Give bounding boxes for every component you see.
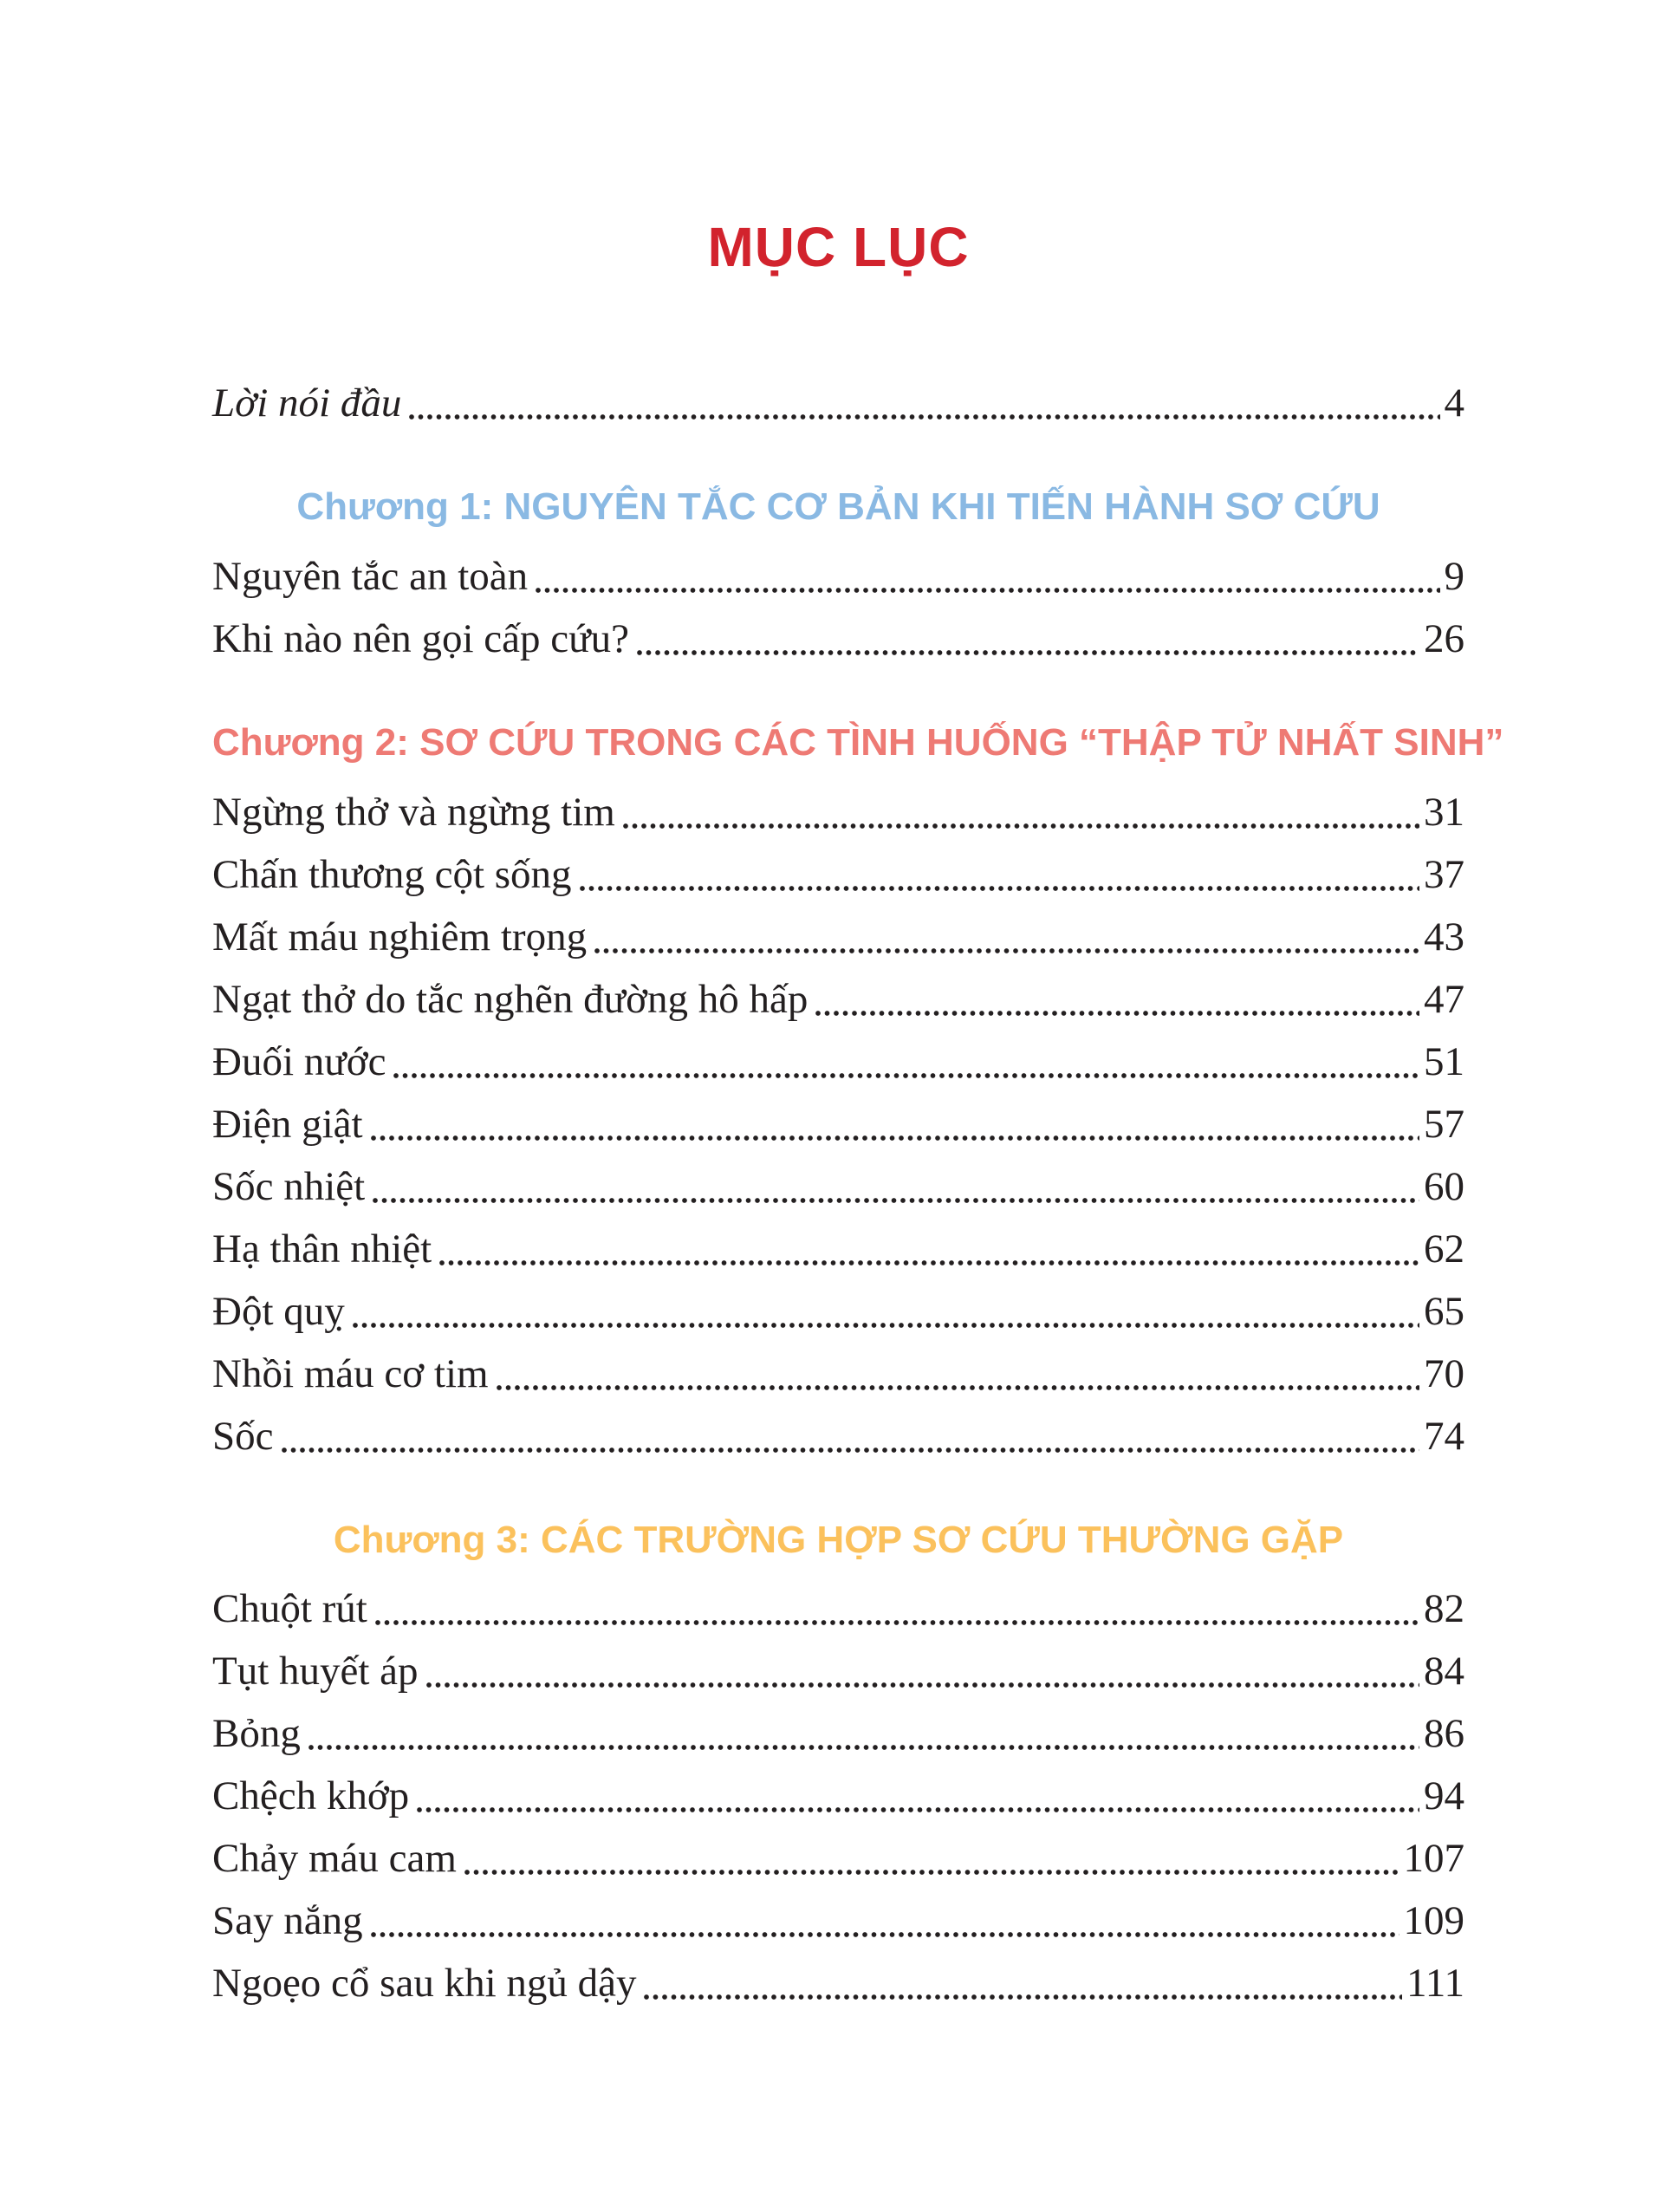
toc-entry-page: 94 bbox=[1424, 1773, 1464, 1819]
page-title: MỤC LỤC bbox=[707, 216, 970, 278]
toc-entry-page: 62 bbox=[1424, 1226, 1464, 1272]
toc-entry bbox=[212, 851, 1464, 897]
dot-leader bbox=[374, 1619, 1419, 1626]
dot-leader bbox=[643, 1994, 1402, 2001]
toc-page bbox=[0, 215, 1669, 2212]
dot-leader bbox=[622, 823, 1419, 830]
toc-entry-preface bbox=[212, 383, 1464, 424]
toc-entry-label: Chấn thương cột sống bbox=[212, 851, 572, 897]
dot-leader bbox=[579, 885, 1419, 892]
toc-list bbox=[212, 381, 1504, 2007]
dot-leader bbox=[352, 1322, 1419, 1329]
toc-entry bbox=[212, 1773, 1464, 1819]
toc-entry-page: 65 bbox=[1424, 1288, 1464, 1334]
toc-entry-label: Tụt huyết áp bbox=[212, 1649, 419, 1695]
toc-entry-label: Đuối nước bbox=[212, 1038, 386, 1084]
toc-entry-label: Say nắng bbox=[212, 1898, 363, 1944]
toc-entry-page: 84 bbox=[1424, 1649, 1464, 1695]
toc-entry-page: 60 bbox=[1424, 1163, 1464, 1209]
dot-leader bbox=[594, 947, 1419, 954]
dot-leader bbox=[408, 413, 1439, 420]
dot-leader bbox=[815, 1010, 1419, 1017]
dot-leader bbox=[370, 1135, 1419, 1142]
chapter-3-heading: Chương 3: CÁC TRƯỜNG HỢP SƠ CỨU THƯỜNG GẶP bbox=[333, 1518, 1344, 1561]
toc-entry-page: 43 bbox=[1424, 914, 1464, 960]
toc-entry-label: Hạ thân nhiệt bbox=[212, 1226, 432, 1272]
dot-leader bbox=[308, 1744, 1419, 1751]
dot-leader bbox=[393, 1072, 1419, 1079]
dot-leader bbox=[438, 1259, 1419, 1266]
toc-entry-page: 31 bbox=[1424, 789, 1464, 835]
toc-entry-page: 57 bbox=[1424, 1101, 1464, 1147]
toc-entry-label: Khi nào nên gọi cấp cứu? bbox=[212, 615, 629, 661]
dot-leader bbox=[370, 1931, 1399, 1938]
dot-leader bbox=[496, 1384, 1419, 1391]
toc-entry bbox=[212, 1038, 1464, 1084]
toc-entry bbox=[212, 1413, 1464, 1459]
toc-entry-label: Ngoẹo cổ sau khi ngủ dậy bbox=[212, 1961, 637, 2007]
toc-entry-label: Nguyên tắc an toàn bbox=[212, 553, 529, 599]
toc-entry-page: 26 bbox=[1424, 615, 1464, 661]
toc-entry-page: 86 bbox=[1424, 1711, 1464, 1757]
toc-entry-label: Mất máu nghiêm trọng bbox=[212, 914, 588, 960]
toc-entry bbox=[212, 1649, 1464, 1695]
toc-entry-label: Sốc nhiệt bbox=[212, 1163, 366, 1209]
toc-entry-page: 51 bbox=[1424, 1038, 1464, 1084]
dot-leader bbox=[636, 649, 1419, 656]
dot-leader bbox=[281, 1447, 1420, 1454]
chapter-2-heading: Chương 2: SƠ CỨU TRONG CÁC TÌNH HUỐNG “THẬP TỬ NHẤT SINH” bbox=[212, 720, 1504, 764]
toc-entry bbox=[212, 615, 1464, 661]
toc-entry bbox=[212, 1961, 1464, 2007]
toc-entry-label: Chuột rút bbox=[212, 1586, 367, 1632]
toc-entry-page: 109 bbox=[1403, 1898, 1464, 1944]
toc-entry-label: Chảy máu cam bbox=[212, 1836, 457, 1882]
toc-entry bbox=[212, 1898, 1464, 1944]
dot-leader bbox=[372, 1197, 1419, 1204]
toc-entry-label: Ngừng thở và ngừng tim bbox=[212, 789, 615, 835]
dot-leader bbox=[464, 1869, 1399, 1876]
toc-entry-page: 37 bbox=[1424, 851, 1464, 897]
toc-entry-label: Lời nói đầu bbox=[212, 381, 402, 426]
toc-entry-label: Điện giật bbox=[212, 1101, 363, 1147]
dot-leader bbox=[416, 1806, 1419, 1813]
toc-entry-page: 111 bbox=[1406, 1961, 1464, 2007]
toc-entry-label: Nhồi máu cơ tim bbox=[212, 1350, 489, 1396]
toc-entry bbox=[212, 914, 1464, 960]
toc-entry bbox=[212, 1163, 1464, 1209]
toc-entry-label: Chệch khớp bbox=[212, 1773, 410, 1819]
toc-entry-page: 70 bbox=[1424, 1350, 1464, 1396]
toc-entry bbox=[212, 789, 1464, 835]
toc-entry bbox=[212, 1836, 1464, 1882]
dot-leader bbox=[535, 587, 1439, 594]
toc-entry-page: 4 bbox=[1444, 381, 1464, 426]
toc-entry bbox=[212, 976, 1464, 1022]
toc-entry-page: 82 bbox=[1424, 1586, 1464, 1632]
toc-entry bbox=[212, 1101, 1464, 1147]
toc-entry bbox=[212, 1288, 1464, 1334]
toc-entry bbox=[212, 1226, 1464, 1272]
toc-entry-label: Sốc bbox=[212, 1413, 274, 1459]
toc-entry-page: 47 bbox=[1424, 976, 1464, 1022]
toc-entry-label: Đột quỵ bbox=[212, 1288, 345, 1334]
toc-entry-label: Ngạt thở do tắc nghẽn đường hô hấp bbox=[212, 976, 809, 1022]
toc-entry-page: 9 bbox=[1444, 553, 1464, 599]
toc-entry-page: 107 bbox=[1403, 1836, 1464, 1882]
toc-entry bbox=[212, 553, 1464, 599]
toc-entry-page: 74 bbox=[1424, 1413, 1464, 1459]
toc-entry bbox=[212, 1350, 1464, 1396]
chapter-1-heading: Chương 1: NGUYÊN TẮC CƠ BẢN KHI TIẾN HÀNH SƠ CỨU bbox=[296, 485, 1380, 528]
toc-entry bbox=[212, 1586, 1464, 1632]
dot-leader bbox=[425, 1682, 1419, 1688]
toc-entry-label: Bỏng bbox=[212, 1711, 301, 1757]
toc-entry bbox=[212, 1711, 1464, 1757]
